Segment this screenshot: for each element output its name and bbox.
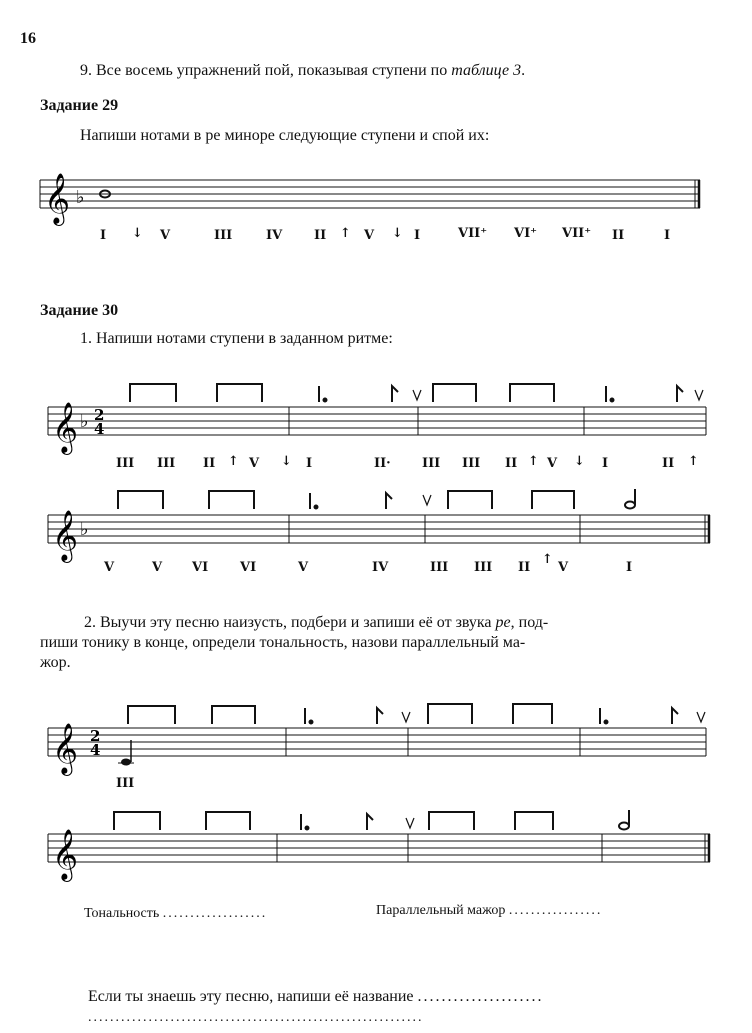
degree: III [474,560,493,575]
degree: VII⁺ [562,226,592,241]
degree: V [249,456,260,471]
ex2-line-3: жор. [40,654,71,671]
degree: V [364,228,375,243]
item-9-ref: таблице 3 [451,62,522,79]
degree: I [414,228,421,243]
treble-clef-icon: 𝄞 [44,173,71,224]
song-name-field[interactable] [88,988,544,1006]
treble-clef-icon: 𝄞 [52,829,79,880]
degree: VII⁺ [458,226,488,241]
degree: III [214,228,233,243]
degree: I [664,228,671,243]
parallel-major-field[interactable] [376,903,602,919]
degree: V [160,228,171,243]
flat-icon: ♭ [80,411,89,432]
rhythm-markings [118,489,635,509]
degree: V [547,456,558,471]
time-signature-bottom: 4 [90,741,101,759]
time-signature-top: 2 [90,727,101,745]
degree: III [462,456,481,471]
degree: II [662,456,675,471]
ex2-line-1 [84,614,548,632]
arrow-up-icon: ↑ [688,454,699,469]
degree: I [626,560,633,575]
degree: VI [192,560,209,575]
treble-clef-icon: 𝄞 [52,402,79,453]
rhythm-markings [130,384,703,402]
degree: V [104,560,115,575]
degree: I [100,228,107,243]
ex2-note-re: ре [495,614,511,631]
item-9 [80,62,525,80]
ex2-line-2: пиши тонику в конце, определи тональность, назови параллельный ма- [40,634,526,651]
song-name-dots: ..................... [417,988,544,1005]
arrow-up-icon: ↑ [542,552,553,567]
arrow-down-icon: ↓ [574,454,585,469]
tonality-label: Тональность [84,906,160,921]
arrow-up-icon: ↑ [340,226,351,241]
degree: III [430,560,449,575]
degree: V [558,560,569,575]
ex2-line-1-text: 2. Выучи эту песню наизусть, подбери и запиши её от звука [84,614,492,631]
arrow-down-icon: ↓ [392,226,403,241]
tonality-field[interactable] [84,906,267,922]
degree: II [505,456,518,471]
staff-task-29 [0,170,752,250]
task-29-title: Задание 29 [40,97,119,114]
tonality-dots: ................... [162,906,268,921]
task-30-title: Задание 30 [40,302,119,319]
degree: IV [266,228,283,243]
treble-clef-icon: 𝄞 [52,723,79,774]
arrow-down-icon: ↓ [281,454,292,469]
item-9-end: . [521,62,526,79]
flat-icon: ♭ [80,519,89,540]
degree: III [116,456,135,471]
page-number: 16 [20,30,36,47]
task-29-instruction: Напиши нотами в ре миноре следующие ступени и спой их: [80,127,490,144]
time-signature-bottom: 4 [94,420,105,438]
quarter-note [118,740,134,766]
song-name-label: Если ты знаешь эту песню, напиши её название [88,988,414,1005]
degree: VI [240,560,257,575]
treble-clef-icon: 𝄞 [52,510,79,561]
degree: VI⁺ [514,226,538,241]
item-9-text: 9. Все восемь упражнений пой, показывая ступени по [80,62,452,79]
degree: II [612,228,625,243]
time-signature-top: 2 [94,406,105,424]
arrow-down-icon: ↓ [132,226,143,241]
song-staff-row-2 [0,800,752,880]
parallel-major-dots: ................. [508,903,603,918]
degree: III [422,456,441,471]
degree: V [298,560,309,575]
rhythm-markings [114,810,629,830]
degree: IV [372,560,389,575]
song-degree: III [116,776,135,791]
flat-icon: ♭ [76,187,85,208]
task-30-ex1: 1. Напиши нотами ступени в заданном ритме: [80,330,393,347]
degree: V [152,560,163,575]
song-staff-row-1 [0,700,752,790]
parallel-major-label: Параллельный мажор [376,903,506,918]
staff-row-2 [0,485,752,565]
degree: I [306,456,313,471]
song-name-line-2[interactable]: ............................................................. [88,1010,424,1025]
degree: II [203,456,216,471]
arrow-up-icon: ↑ [228,454,239,469]
degree: III [157,456,176,471]
degree: II· [374,456,391,471]
degree: II [314,228,327,243]
rhythm-markings [128,704,705,724]
ex2-line-1-end: , под- [510,614,549,631]
arrow-up-icon: ↑ [528,454,539,469]
degree: II [518,560,531,575]
degree: I [602,456,609,471]
